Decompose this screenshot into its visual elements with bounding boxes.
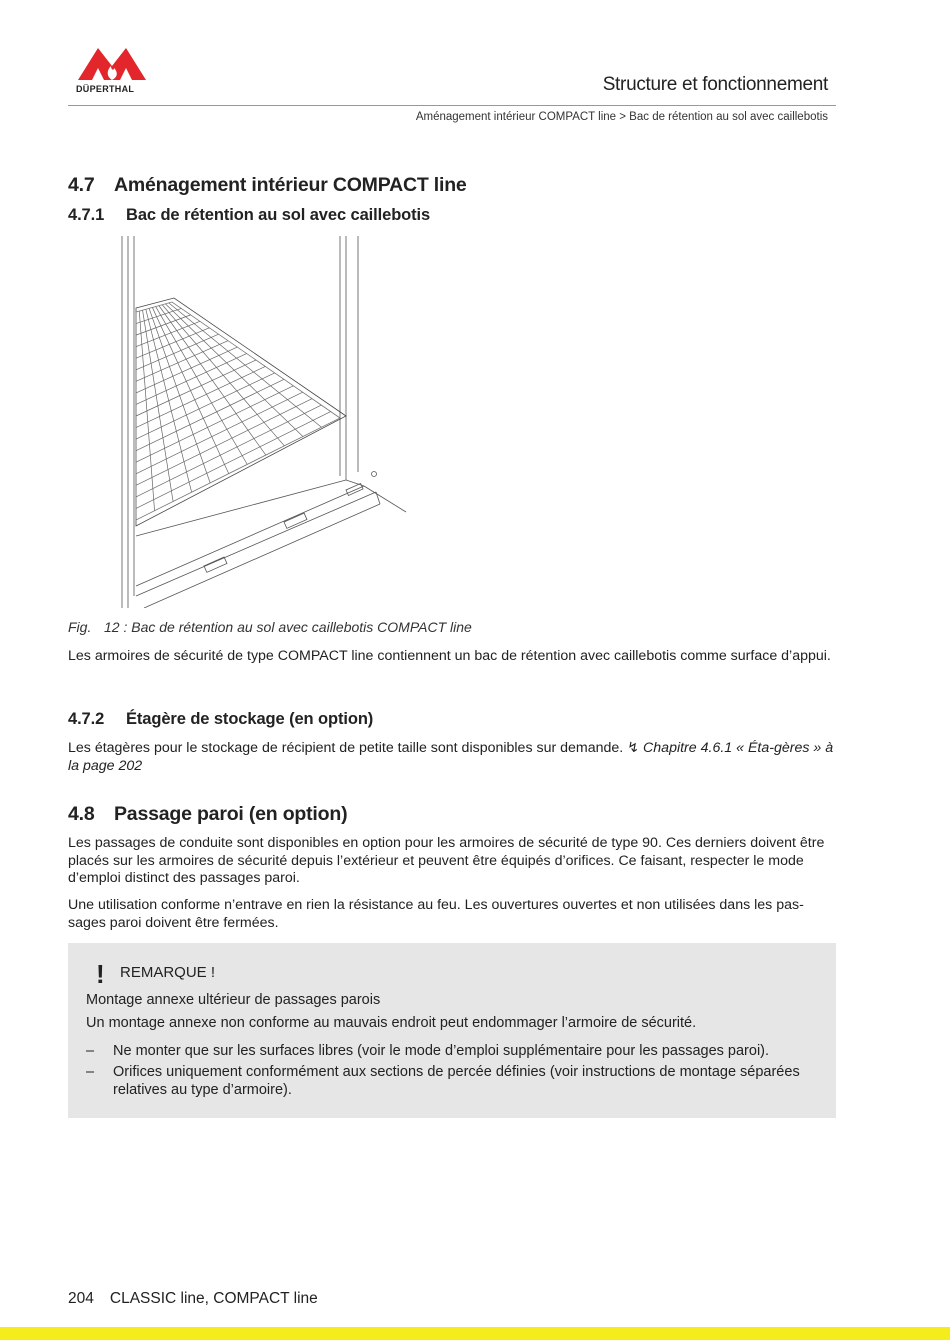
figure-label: Fig. [68,619,92,635]
grating-bar [136,366,265,427]
figure-caption-text: 12 : Bac de rétention au sol avec caillebotis COMPACT line [104,619,472,635]
cabinet-drawing [114,236,410,608]
section-title: Étagère de stockage (en option) [126,710,374,728]
list-item [86,1064,818,1099]
header-divider [68,105,836,106]
exclamation-icon: ! [96,959,105,989]
grating-bar [136,379,284,450]
grating-illustration [114,236,410,608]
grating-bar [143,310,174,501]
section-title: Passage paroi (en option) [114,803,348,825]
chapter-title: Structure et fonctionnement [602,74,828,95]
figure-caption [68,619,472,635]
grating-bar [159,306,266,455]
section-heading-4-8 [68,803,347,826]
page-footer [68,1290,318,1308]
page-number: 204 [68,1290,94,1307]
list-item-text: Orifices uniquement conformément aux sections de percée définies (voir instructions de montage séparées relatives au type d’armoire). [113,1064,800,1098]
section-title: Bac de rétention au sol avec caillebotis [126,206,431,224]
section-number: 4.7.1 [68,206,105,224]
bullet-marker: – [86,1064,95,1080]
duperthal-logo [76,46,148,96]
section-number: 4.7 [68,174,95,196]
grating-bar [136,321,200,346]
section-number: 4.7.2 [68,710,105,728]
grating-bar [136,399,312,486]
section-heading-4-7 [68,174,467,197]
section-title: Aménagement intérieur COMPACT line [114,174,467,196]
grating-bar [136,341,228,382]
bullet-marker: – [86,1043,95,1059]
note-subtitle: Montage annexe ultérieur de passages parois [86,992,381,1008]
grating-bar [169,303,322,427]
grating-bar [136,360,256,416]
grating-bar [136,405,321,497]
grating-bar [136,334,219,370]
chapter-reference-link[interactable]: Chapitre 4.6.1 « Éta-gères » à la page 202 [68,740,834,774]
paragraph-4-7-2 [68,740,836,775]
section-heading-4-7-2 [68,710,373,729]
grating-bar [136,354,247,405]
paragraph-text: Les étagères pour le stockage de récipient de petite taille sont disponibles sur demande. [68,740,624,756]
flame-logo-icon [76,46,148,84]
note-box [68,943,836,1118]
list-item-text: Ne monter que sur les surfaces libres (voir le mode d’emploi supplémentaire pour les passages paroi). [113,1043,770,1059]
footer-color-bar [0,1327,950,1340]
footer-product: CLASSIC line, COMPACT line [109,1290,318,1307]
paragraph-4-8-2: Une utilisation conforme n’entrave en rien la résistance au feu. Les ouvertures ouvertes et non utilisées dans les pas-sages paroi doivent être fermées. [68,897,804,931]
note-text: Un montage annexe non conforme au mauvais endroit peut endommager l’armoire de sécurité. [86,1015,697,1031]
brand-name: DÜPERTHAL [76,84,135,94]
paragraph-4-7-1: Les armoires de sécurité de type COMPACT line contiennent un bac de rétention avec caillebotis comme surface d’appui. [68,648,831,664]
note-label: REMARQUE ! [120,964,216,981]
grating-bar [156,307,248,465]
grating-bar [136,386,293,462]
section-number: 4.8 [68,803,95,825]
paragraph-4-8-1: Les passages de conduite sont disponibles en option pour les armoires de sécurité de type 90. Ces derniers doivent être placés sur les armoires de sécurité depuis l’extérieur et peuvent être équipés d’orifices. Ce faisant, respecter le mode d’emploi distinct des passages paroi. [68,835,825,886]
breadcrumb: Aménagement intérieur COMPACT line > Bac de rétention au sol avec caillebotis [415,111,828,123]
arrow-link-icon: ↯ [627,740,640,756]
grating-bar [136,347,237,393]
section-heading-4-7-1 [68,206,430,225]
list-item [86,1043,818,1061]
grating-bar [139,311,154,511]
grating-bar [162,305,284,446]
grating-bar [146,309,192,492]
